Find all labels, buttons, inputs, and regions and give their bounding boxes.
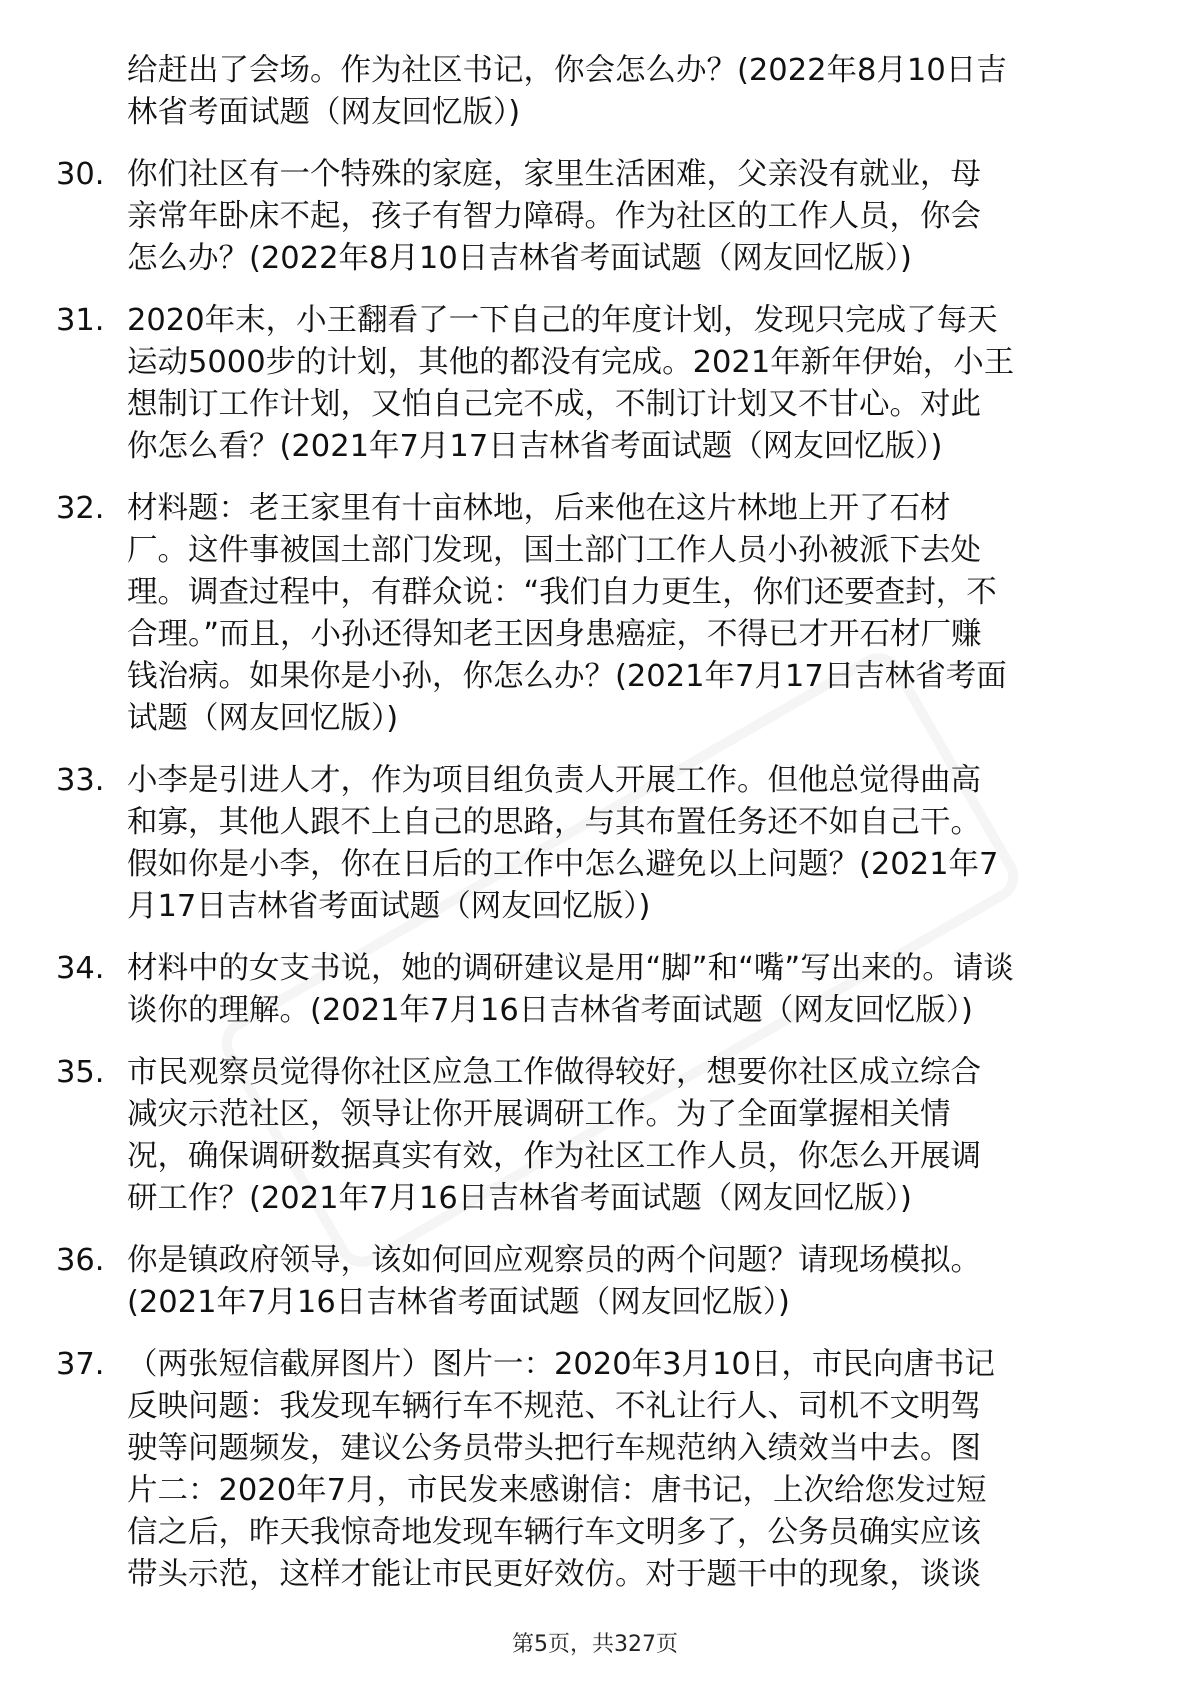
question-number: 31. [56,303,105,338]
question-number: 35. [56,1055,105,1090]
question-number: 32. [56,491,105,526]
question-text: 小李是引进人才，作为项目组负责人开展工作。但他总觉得曲高 和寡，其他人跟不上自己的思路，与其布置任务还不如自己干。 假如你是小李，你在日后的工作中怎么避免以上问题？(2021年7 月17日吉林省考面试题（网友回忆版）) [127,763,999,924]
question-text: （两张短信截屏图片）图片一：2020年3月10日，市民向唐书记 反映问题：我发现车辆行车不规范、不礼让行人、司机不文明驾 驶等问题频发，建议公务员带头把行车规范纳入绩效当中去。图 片二：2020年7月，市民发来感谢信：唐书记，上次给您发过短 信之后，昨天我惊奇地发现车辆行车文明多了，公务员确实应该 带头示范，这样才能让市民更好效仿。对于题干中的现象，谈谈 [127,1347,995,1592]
question-item-30 [0,154,1190,280]
question-number: 36. [56,1243,105,1278]
question-number: 34. [56,951,105,986]
question-text: 市民观察员觉得你社区应急工作做得较好，想要你社区成立综合 减灾示范社区，领导让你开展调研工作。为了全面掌握相关情 况，确保调研数据真实有效，作为社区工作人员，你怎么开展调 研工作？(2021年7月16日吉林省考面试题（网友回忆版）) [127,1055,981,1216]
question-text: 材料中的女支书说，她的调研建议是用“脚”和“嘴”写出来的。请谈 谈你的理解。(2021年7月16日吉林省考面试题（网友回忆版）) [127,951,1014,1028]
page-footer: 第5页，共327页 [512,1632,678,1657]
question-text: 材料题：老王家里有十亩林地，后来他在这片林地上开了石材 厂。这件事被国土部门发现，国土部门工作人员小孙被派下去处 理。调查过程中，有群众说：“我们自力更生，你们还要查封，不 合理。”而且，小孙还得知老王因身患癌症，不得已才开石材厂赚 钱治病。如果你是小孙，你怎么办？(2021年7月17日吉林省考面 试题（网友回忆版）) [127,491,1007,736]
question-item-33 [0,760,1190,928]
question-list [0,50,1190,1596]
question-number: 33. [56,763,105,798]
question-item-36 [0,1240,1190,1324]
question-item-35 [0,1052,1190,1220]
question-text: 你们社区有一个特殊的家庭，家里生活困难，父亲没有就业，母 亲常年卧床不起，孩子有智力障碍。作为社区的工作人员，你会 怎么办？(2022年8月10日吉林省考面试题（网友回忆版）) [127,157,981,276]
question-text: 2020年末，小王翻看了一下自己的年度计划，发现只完成了每天 运动5000步的计划，其他的都没有完成。2021年新年伊始，小王 想制订工作计划，又怕自己完不成，不制订计划又不甘心。对此 你怎么看？(2021年7月17日吉林省考面试题（网友回忆版）) [127,303,1015,464]
question-number: 37. [56,1347,105,1382]
question-item-31 [0,300,1190,468]
question-item-32 [0,488,1190,740]
question-item-34 [0,948,1190,1032]
continued-question-text: 给赶出了会场。作为社区书记，你会怎么办？(2022年8月10日吉 林省考面试题（网友回忆版）) [127,53,1007,130]
question-number: 30. [56,157,105,192]
question-text: 你是镇政府领导，该如何回应观察员的两个问题？请现场模拟。 (2021年7月16日吉林省考面试题（网友回忆版）) [127,1243,981,1320]
question-item-37 [0,1344,1190,1596]
